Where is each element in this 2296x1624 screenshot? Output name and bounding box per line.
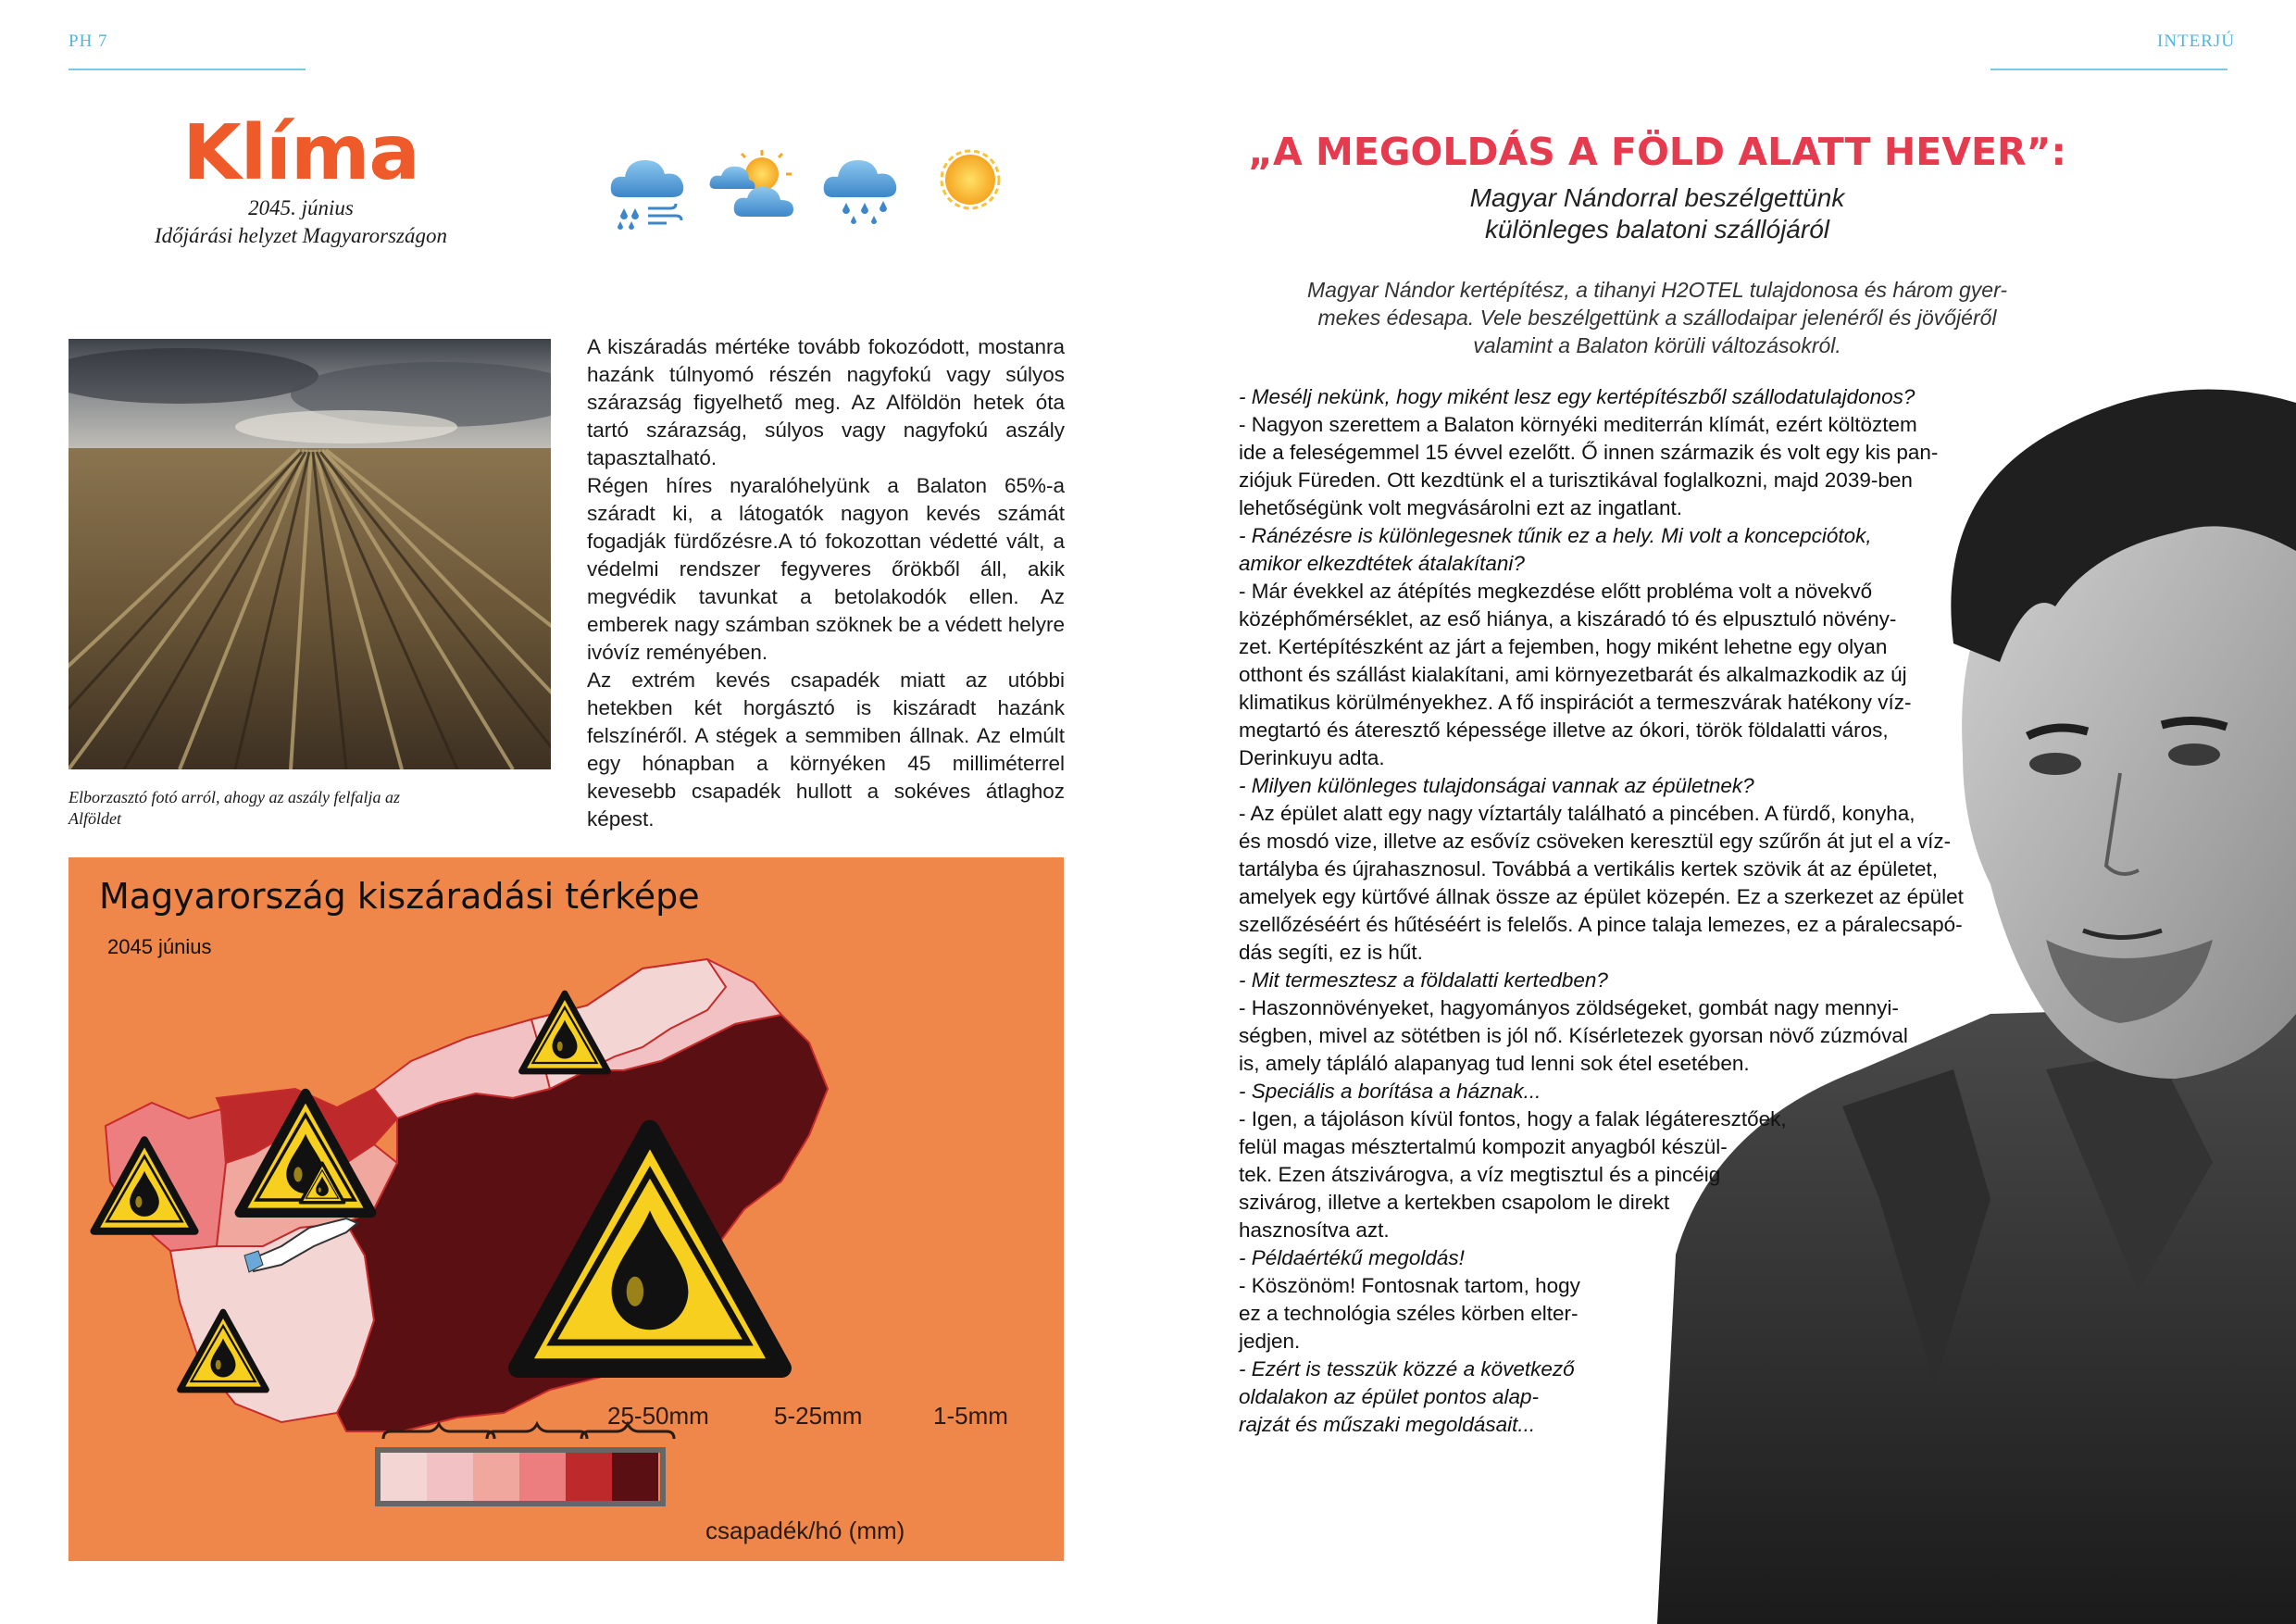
intro-line: Magyar Nándor kertépítész, a tihanyi H2OTEL tulajdonosa és három gyer- (1307, 278, 2007, 302)
legend-swatch (427, 1453, 473, 1501)
interview-answer: is, amely tápláló alapanyag tud lenni sok étel esetében. (1239, 1052, 1750, 1075)
interview-subtitle: különleges balatoni szállójáról (1484, 215, 1829, 244)
interview-answer: - Az épület alatt egy nagy víztartály található a pincében. A fürdő, konyha, (1239, 802, 1915, 825)
rain-cloud-icon (820, 144, 905, 227)
interview-answer: jedjen. (1239, 1330, 1301, 1353)
interview-answer: tek. Ezen átszivárogva, a víz megtisztul és a pincéig (1239, 1163, 1721, 1186)
interview-title: „A MEGOLDÁS A FÖLD ALATT HEVER”: (1248, 130, 2066, 174)
page-title: Klíma (182, 109, 419, 197)
drought-field-photo (69, 339, 551, 769)
interview-answer: - Haszonnövényeket, hagyományos zöldségeket, gombát nagy mennyi- (1239, 996, 1899, 1019)
interview-question: rajzát és műszaki megoldásait... (1239, 1413, 1536, 1436)
interview-answer: - Már évekkel az átépítés megkezdése előtt probléma volt a növekvő (1239, 580, 1873, 603)
legend-swatch (612, 1453, 658, 1501)
rain-wind-icon (607, 144, 691, 231)
interview-answer: ziójuk Füreden. Ott kezdtünk el a turisztikával foglalkozni, majd 2039-ben (1239, 468, 1913, 492)
legend-swatch (566, 1453, 612, 1501)
interview-question: - Mesélj nekünk, hogy miként lesz egy kertépítészből szállodatulajdonos? (1239, 385, 1915, 408)
legend-swatch (381, 1453, 427, 1501)
article-paragraph: Régen híres nyaralóhelyünk a Balaton 65%-a száradt ki, a látogatók nagyon kevés számát fogadják fürdőzésre.A tó fokozottan védetté vált, a védelmi rendszer fegyveres őrökből áll, akik megvédik tavunkat a betolakodók ellen. Az emberek nagy számban szöknek be a védett helyre ivóvíz reményében. (587, 474, 1065, 664)
partly-cloudy-icon (708, 148, 805, 222)
interview-question: - Speciális a borítása a háznak... (1239, 1080, 1541, 1103)
interview-answer: szellőzéséért és hűtéséért is felelős. A pince talaja lemezes, ez a páralecsapó- (1239, 913, 1963, 936)
interview-answer: dás segíti, ez is hűt. (1239, 941, 1423, 964)
interview-intro (1250, 276, 2065, 359)
climate-article (587, 333, 1065, 833)
legend-range-label: 1-5mm (933, 1402, 1008, 1430)
interview-answer: amelyek egy kürtővé állnak össze az épület közepén. Ez a szerkezet az épület (1239, 885, 1964, 908)
interview-answer: tartályba és újrahasznosul. Továbbá a vertikális kertek szövik át az épületet, (1239, 857, 1938, 881)
interview-answer: Derinkuyu adta. (1239, 746, 1385, 769)
map-date: 2045 június (107, 935, 212, 958)
interview-question: - Ránézésre is különlegesnek tűnik ez a hely. Mi volt a koncepciótok, (1239, 524, 1872, 547)
interview-answer: megtartó és áteresztő képessége illetve az ókori, török földalatti város, (1239, 718, 1889, 742)
article-paragraph: Az extrém kevés csapadék miatt az utóbbi hetekben két horgásztó is kiszáradt hazánk felszínéről. A stégek a semmiben állnak. Az elmúlt egy hónapban a környéken 45 milliméterrel kevesebb csapadék hullott a sokéves átlaghoz képest. (587, 668, 1065, 831)
interview-question: - Példaértékű megoldás! (1239, 1246, 1465, 1269)
header-rule-left (69, 69, 306, 70)
interview-answer: lehetőségünk volt megvásárolni ezt az ingatlant. (1239, 496, 1683, 519)
precipitation-legend-bar (381, 1453, 658, 1501)
interview-answer: és mosdó vize, illetve az esővíz csöveken keresztül egy szűrőn át jut el a víz- (1239, 830, 1952, 853)
legend-range-label: 25-50mm (607, 1402, 709, 1430)
interview-answer: felül magas mésztertalmú kompozit anyagból készül- (1239, 1135, 1728, 1158)
sun-icon (937, 146, 1004, 213)
interview-answer: - Köszönöm! Fontosnak tartom, hogy (1239, 1274, 1580, 1297)
interview-question: oldalakon az épület pontos alap- (1239, 1385, 1539, 1408)
photo-caption: Elborzasztó fotó arról, ahogy az aszály felfalja az Alföldet (69, 788, 401, 828)
interview-question: - Ezért is tesszük közzé a következő (1239, 1357, 1575, 1380)
legend-range-label: 5-25mm (774, 1402, 863, 1430)
interview-answer: ide a feleségemmel 15 évvel ezelőtt. Ő innen származik és volt egy kis pan- (1239, 441, 1939, 464)
interview-subtitle: Magyar Nándorral beszélgettünk (1469, 183, 1845, 212)
interview-answer: - Nagyon szerettem a Balaton környéki mediterrán klímát, ezért költöztem (1239, 413, 1917, 436)
section-label: INTERJÚ (2157, 31, 2236, 51)
page-number: PH 7 (69, 31, 108, 51)
article-paragraph: A kiszáradás mértéke tovább fokozódott, mostanra hazánk túlnyomó részén nagyfokú vagy súlyos szárazság figyelhető meg. Az Alföldön hetek óta tartó szárazság, súlyos vagy nagyfokú aszály tapasztalható. (587, 335, 1065, 469)
interview-question: amikor elkezdtétek átalakítani? (1239, 552, 1525, 575)
header-rule-right (1990, 69, 2227, 70)
interview-answer: klimatikus körülményekhez. A fő inspirációt a termeszvárak hatékony víz- (1239, 691, 1912, 714)
legend-caption: csapadék/hó (mm) (705, 1517, 905, 1544)
interview-answer: középhőmérséklet, az eső hiánya, a kiszáradó tó és elpusztuló növény- (1239, 607, 1897, 631)
climate-date: 2045. június (248, 196, 354, 219)
interview-answer: szivárog, illetve a kertekben csapolom le direkt (1239, 1191, 1670, 1214)
legend-swatch (519, 1453, 566, 1501)
interview-question: - Milyen különleges tulajdonságai vannak az épületnek? (1239, 774, 1754, 797)
interview-answer: - Igen, a tájoláson kívül fontos, hogy a falak légáteresztőek, (1239, 1107, 1787, 1131)
interview-answer: ségben, mivel az sötétben is jól nő. Kísérletezek gyorsan növő zúzmóval (1239, 1024, 1908, 1047)
interview-answer: ez a technológia széles körben elter- (1239, 1302, 1578, 1325)
legend-swatch (473, 1453, 519, 1501)
intro-line: valamint a Balaton körüli változásokról. (1473, 333, 1841, 357)
interview-answer: hasznosítva azt. (1239, 1218, 1390, 1242)
interview-answer: zet. Kertépítészként az járt a fejemben, hogy miként lehetne egy olyan (1239, 635, 1888, 658)
intro-line: mekes édesapa. Vele beszélgettünk a szállodaipar jelenéről és jövőjéről (1317, 306, 1997, 330)
interview-question: - Mit termesztesz a földalatti kertedben? (1239, 968, 1608, 992)
map-title: Magyarország kiszáradási térképe (99, 876, 700, 917)
interview-answer: otthont és szállást kialakítani, ami környezetbarát és alkalmazkodik az új (1239, 663, 1907, 686)
climate-subtitle: Időjárási helyzet Magyarországon (154, 224, 447, 247)
